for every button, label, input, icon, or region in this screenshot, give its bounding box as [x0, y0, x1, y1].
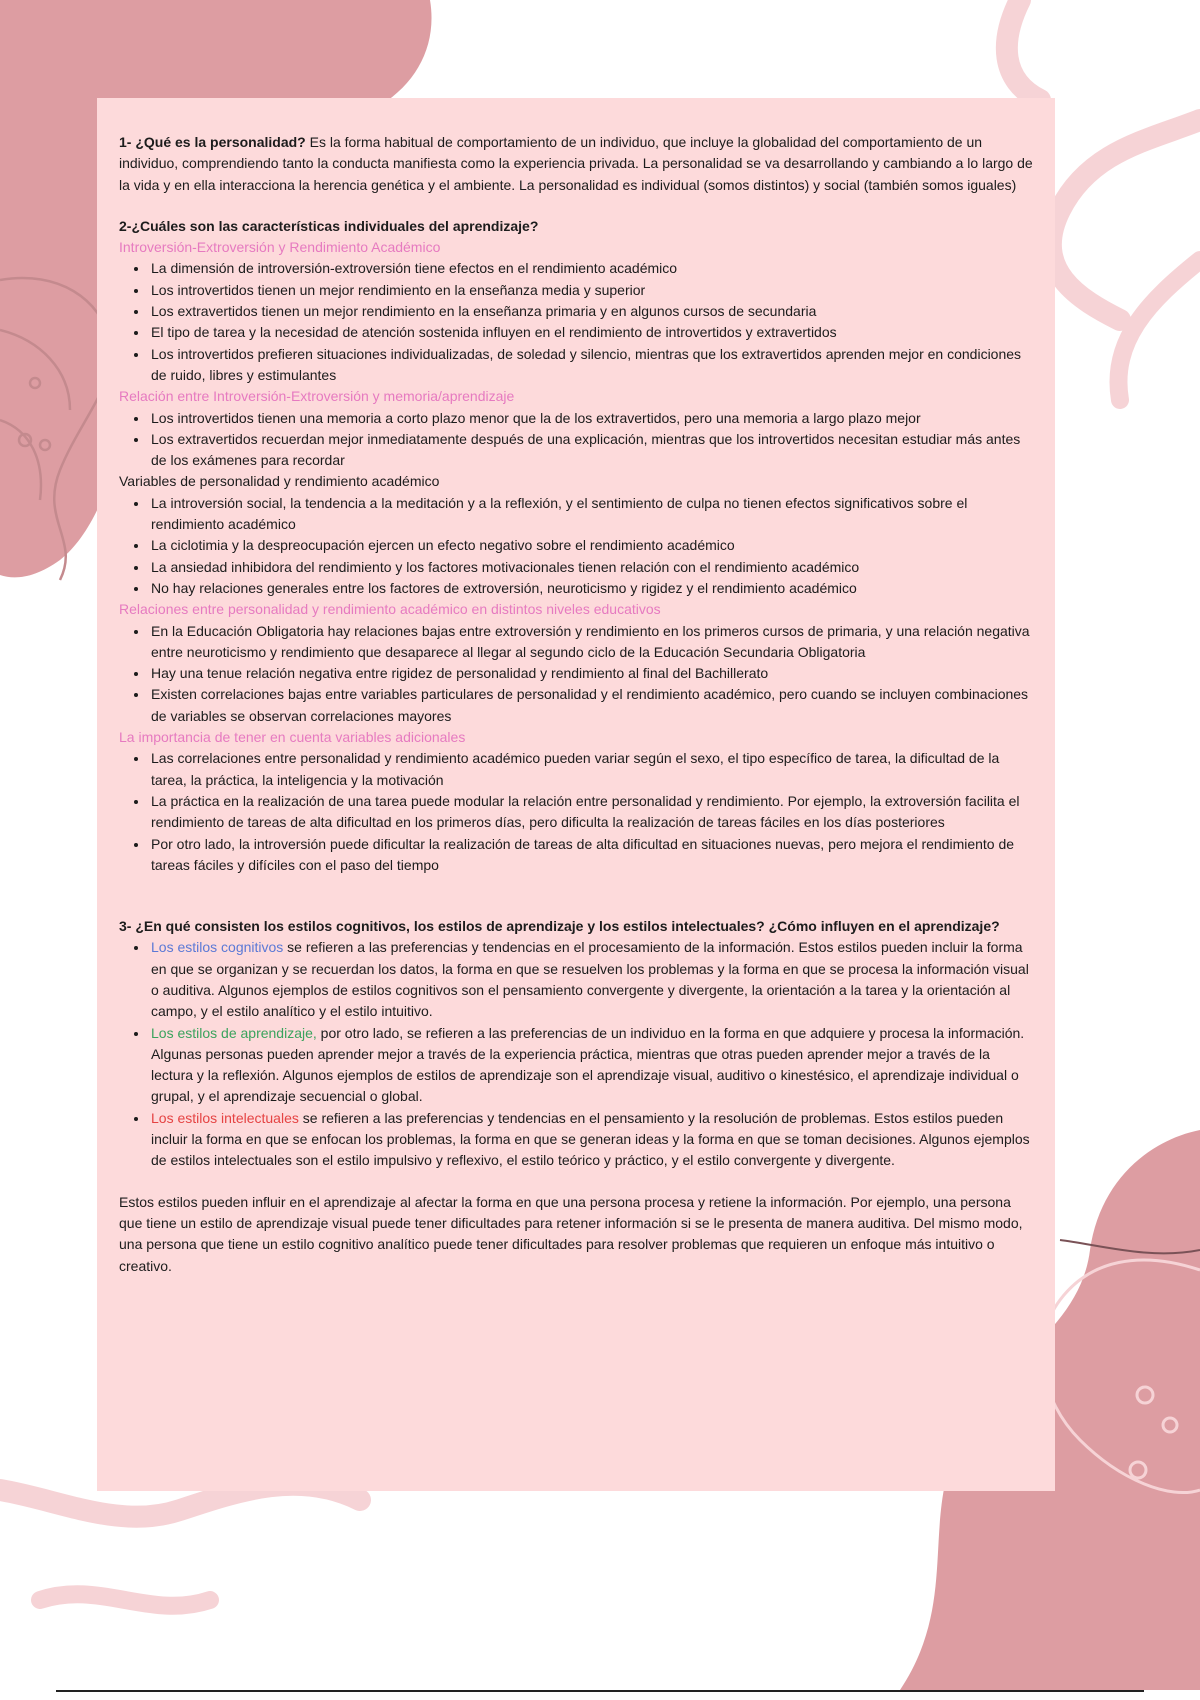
- list-item: • Los extravertidos tienen un mejor rendimiento en la enseñanza primaria y en algunos cursos de secundaria: [149, 301, 1033, 322]
- bullet-list: [119, 748, 1033, 876]
- section-heading: Variables de personalidad y rendimiento académico: [119, 473, 440, 490]
- bullet-list: [119, 621, 1033, 727]
- list-item: • Las correlaciones entre personalidad y rendimiento académico pueden variar según el sexo, el tipo específico de tarea, la dificultad de la tarea, la práctica, la inteligencia y la motivación: [149, 748, 1033, 791]
- list-item: • Los introvertidos tienen una memoria a corto plazo menor que la de los extravertidos, pero una memoria a largo plazo mejor: [149, 408, 1033, 429]
- list-item: • La práctica en la realización de una tarea puede modular la relación entre personalidad y rendimiento. Por ejemplo, la extroversión facilita el rendimiento de tareas de alta dificultad en los primeros días, pero dificulta la realización de tareas fáciles en los días posteriores: [149, 791, 1033, 834]
- q3-title: 3- ¿En qué consisten los estilos cognitivos, los estilos de aprendizaje y los estilos intelectuales? ¿Cómo influyen en el aprendizaje?: [119, 918, 1000, 935]
- list-item: • La introversión social, la tendencia a la meditación y a la reflexión, y el sentimiento de culpa no tienen efectos significativos sobre el rendimiento académico: [149, 493, 1033, 536]
- list-item: • La ansiedad inhibidora del rendimiento y los factores motivacionales tienen relación con el rendimiento académico: [149, 557, 1033, 578]
- list-item: • Los introvertidos tienen un mejor rendimiento en la enseñanza media y superior: [149, 280, 1033, 301]
- list-item: • Los extravertidos recuerdan mejor inmediatamente después de una explicación, mientras que los introvertidos necesitan estudiar más antes de los exámenes para recordar: [149, 429, 1033, 472]
- q1-text: Es la forma habitual de comportamiento de un individuo, que incluye la globalidad del comportamiento de un individuo, comprendiendo tanto la conducta manifiesta como la experiencia privada. La personalidad se va desarrollando y cambiando a lo largo de la vida y en ella interacciona la herencia genética y el ambiente. La personalidad es individual (somos distintos) y social (también somos iguales): [119, 134, 1033, 193]
- list-item: • Los estilos intelectuales se refieren a las preferencias y tendencias en el pensamiento y la resolución de problemas. Estos estilos pueden incluir la forma en que se enfocan los problemas, la forma en que se generan ideas y la forma en que se toman decisiones. Algunos ejemplos de estilos intelectuales son el estilo impulsivo y reflexivo, el estilo teórico y práctico, y el estilo convergente y divergente.: [149, 1108, 1033, 1172]
- section-heading: Introversión-Extroversión y Rendimiento Académico: [119, 239, 441, 256]
- term-learning: Los estilos de aprendizaje,: [151, 1024, 317, 1041]
- list-item: • No hay relaciones generales entre los factores de extroversión, neuroticismo y rigidez y el rendimiento académico: [149, 578, 1033, 599]
- list-item: • Los estilos cognitivos se refieren a las preferencias y tendencias en el procesamiento de la información. Estos estilos pueden incluir la forma en que se organizan y se recuerdan los datos, la forma en que se resuelven los problemas y la forma en que se procesa la información visual o auditiva. Algunos ejemplos de estilos cognitivos son el pensamiento convergente y divergente, la orientación a la tarea y la orientación al campo, y el estilo analítico y el estilo intuitivo.: [149, 937, 1033, 1022]
- list-item: • Los introvertidos prefieren situaciones individualizadas, de soledad y silencio, mientras que los extravertidos aprenden mejor en condiciones de ruido, libres y estimulantes: [149, 344, 1033, 387]
- list-item: • La dimensión de introversión-extroversión tiene efectos en el rendimiento académico: [149, 258, 1033, 279]
- section-heading: Relación entre Introversión-Extroversión y memoria/aprendizaje: [119, 388, 515, 405]
- bullet-list: [119, 258, 1033, 386]
- list-item: • La ciclotimia y la despreocupación ejercen un efecto negativo sobre el rendimiento académico: [149, 535, 1033, 556]
- list-item: • En la Educación Obligatoria hay relaciones bajas entre extroversión y rendimiento en los primeros cursos de primaria, y una relación negativa entre neuroticismo y rendimiento que desaparece al llegar al segundo ciclo de la Educación Secundaria Obligatoria: [149, 621, 1033, 664]
- term-intellectual: Los estilos intelectuales: [151, 1109, 299, 1126]
- q1-paragraph: [119, 132, 1033, 196]
- bottom-rule: [56, 1690, 1144, 1692]
- term-cognitive: Los estilos cognitivos: [151, 939, 284, 956]
- list-item: • El tipo de tarea y la necesidad de atención sostenida influyen en el rendimiento de introvertidos y extravertidos: [149, 322, 1033, 343]
- section-heading: Relaciones entre personalidad y rendimiento académico en distintos niveles educativos: [119, 601, 661, 618]
- list-item: • Existen correlaciones bajas entre variables particulares de personalidad y el rendimiento académico, pero cuando se incluyen combinaciones de variables se observan correlaciones mayores: [149, 684, 1033, 727]
- q1-title: 1- ¿Qué es la personalidad?: [119, 134, 306, 150]
- bullet-list: [119, 493, 1033, 599]
- bullet-list: [119, 937, 1033, 1171]
- list-item: • Los estilos de aprendizaje, por otro lado, se refieren a las preferencias de un individuo en la forma en que adquiere y procesa la información. Algunas personas pueden aprender mejor a través de la experiencia práctica, mientras que otras pueden aprender mejor a través de la lectura y la reflexión. Algunos ejemplos de estilos de aprendizaje son el aprendizaje visual, auditivo o kinestésico, el aprendizaje individual o grupal, y el aprendizaje secuencial o global.: [149, 1023, 1033, 1108]
- q2-title: 2-¿Cuáles son las características individuales del aprendizaje?: [119, 217, 539, 234]
- bullet-list: [119, 408, 1033, 472]
- conclusion-paragraph: Estos estilos pueden influir en el aprendizaje al afectar la forma en que una persona procesa y retiene la información. Por ejemplo, una persona que tiene un estilo de aprendizaje visual puede tener dificultades para retener información si se le presenta de manera auditiva. Del mismo modo, una persona que tiene un estilo cognitivo analítico puede tener dificultades para resolver problemas que requieren un enfoque más intuitivo o creativo.: [119, 1193, 1023, 1274]
- list-item: • Por otro lado, la introversión puede dificultar la realización de tareas de alta dificultad en situaciones nuevas, pero mejora el rendimiento de tareas fáciles y difíciles con el paso del tiempo: [149, 834, 1033, 877]
- list-item: • Hay una tenue relación negativa entre rigidez de personalidad y rendimiento al final del Bachillerato: [149, 663, 1033, 684]
- section-heading: La importancia de tener en cuenta variables adicionales: [119, 729, 466, 746]
- content-panel: [97, 98, 1055, 1491]
